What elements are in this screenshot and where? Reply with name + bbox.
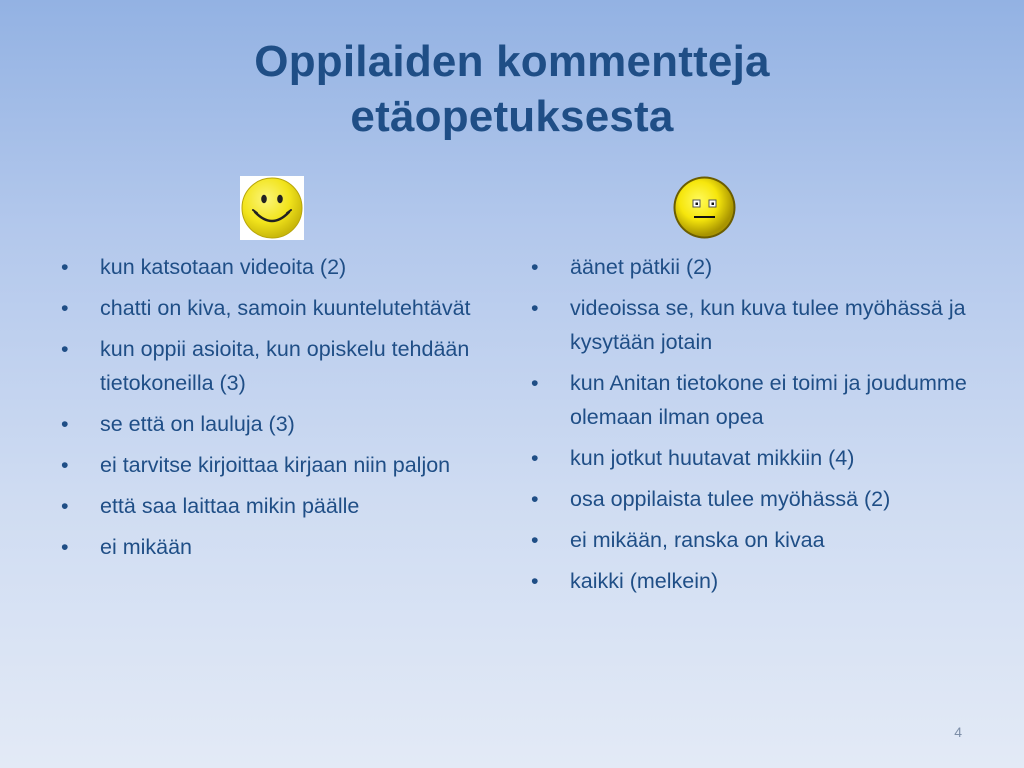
list-item: • videoissa se, kun kuva tulee myöhässä ja kysytään jotain: [531, 291, 971, 359]
list-item: • että saa laittaa mikin päälle: [61, 489, 481, 523]
list-item: • kun katsotaan videoita (2): [61, 250, 481, 284]
list-item: • osa oppilaista tulee myöhässä (2): [531, 482, 971, 516]
bullet-icon: •: [61, 337, 69, 361]
list-item: • chatti on kiva, samoin kuuntelutehtävät: [61, 291, 481, 325]
bullet-icon: •: [61, 412, 69, 436]
slide-title: [112, 34, 912, 144]
bullet-icon: •: [531, 569, 539, 593]
bullet-icon: •: [61, 255, 69, 279]
list-item: • ei tarvitse kirjoittaa kirjaan niin paljon: [61, 448, 481, 482]
bullet-icon: •: [61, 494, 69, 518]
slide-title-line-1: Oppilaiden kommentteja: [254, 37, 770, 86]
slide-title-line-2: etäopetuksesta: [350, 92, 674, 141]
list-item: • kun jotkut huutavat mikkiin (4): [531, 441, 971, 475]
bullet-icon: •: [531, 255, 539, 279]
list-item: • äänet pätkii (2): [531, 250, 971, 284]
list-item: • kun oppii asioita, kun opiskelu tehdään tietokoneilla (3): [61, 332, 481, 400]
negative-comments-list: [531, 250, 971, 605]
smiley-neutral-icon: [672, 175, 737, 240]
list-item: • kun Anitan tietokone ei toimi ja joudumme olemaan ilman opea: [531, 366, 971, 434]
list-item: • ei mikään: [61, 530, 481, 564]
bullet-icon: •: [61, 535, 69, 559]
bullet-icon: •: [531, 371, 539, 395]
bullet-icon: •: [531, 528, 539, 552]
bullet-icon: •: [61, 453, 69, 477]
page-number: 4: [954, 724, 962, 740]
list-item: • kaikki (melkein): [531, 564, 971, 598]
bullet-icon: •: [531, 487, 539, 511]
list-item: • ei mikään, ranska on kivaa: [531, 523, 971, 557]
bullet-icon: •: [531, 446, 539, 470]
list-item: • se että on lauluja (3): [61, 407, 481, 441]
smiley-happy-icon: [240, 176, 304, 240]
bullet-icon: •: [61, 296, 69, 320]
positive-comments-list: [61, 250, 481, 571]
bullet-icon: •: [531, 296, 539, 320]
